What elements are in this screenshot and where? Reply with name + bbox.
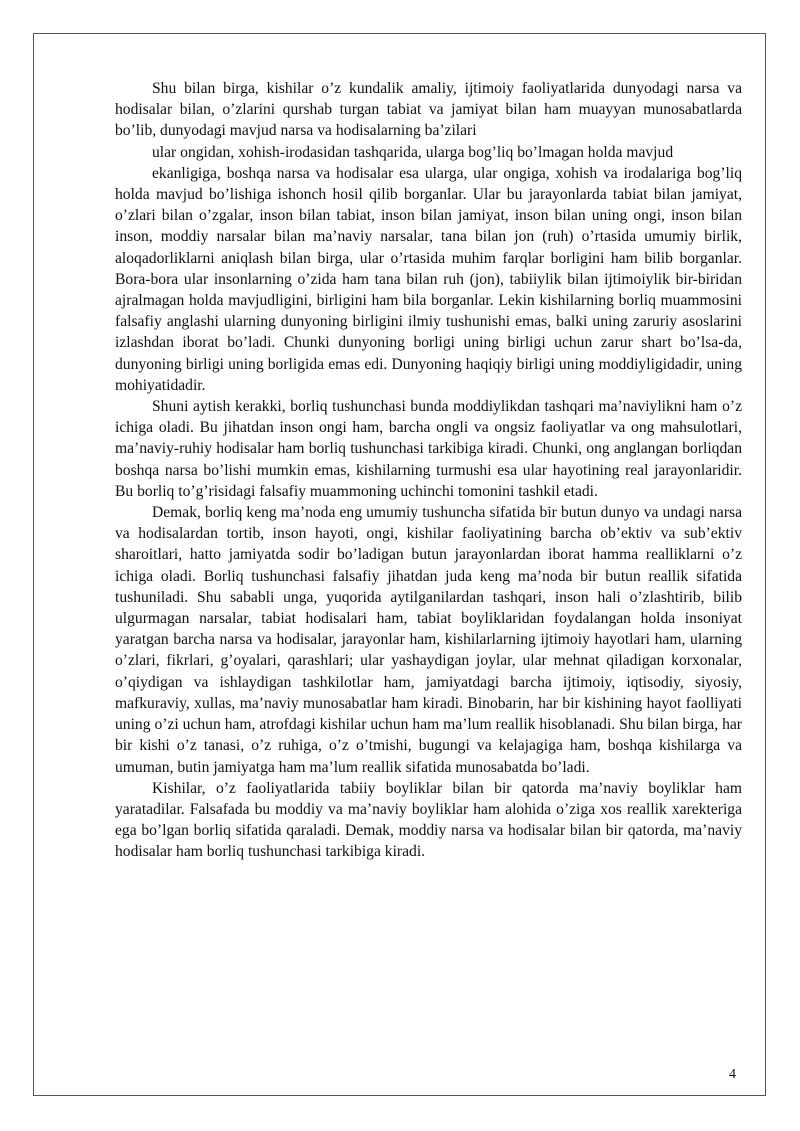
paragraph-3: ekanligiga, boshqa narsa va hodisalar esa ularga, ular ongiga, xohish va irodalariga bog’liq holda mavjud bo’lishiga ishonch hosil qilib borganlar. Ular bu jarayonlarda tabiat bilan jamiyat, o’zlari bilan o’zgalar, inson bilan tabiat, inson bilan jamiyat, inson bilan uning ongi, inson bilan inson, moddiy narsalar bilan ma’naviy narsalar, tana bilan jon (ruh) o’rtasida umumiy birlik, aloqadorliklarni aniqlash bilan birga, ular o’rtasida muhim farqlar borligini ham bilib borganlar. Bora-bora ular insonlarning o’zida ham tana bilan ruh (jon), tabiiylik bilan ijtimoiylik bir-biridan ajralmagan holda mavjudligini, birligini ham bila borganlar. Lekin kishilarning borliq muammosini falsafiy anglashi ularning dunyoning birligini ilmiy tushunishi emas, balki uning zaruriy asoslarini izlashdan iborat bo’ladi. Chunki dunyoning borligi uning birligi uchun zarur shart bo’lsa-da, dunyoning birligi uning borligida emas edi. Dunyoning haqiqiy birligi uning moddiyligidadir, uning mohiyatidadir. [115, 164, 742, 394]
paragraph-5: Demak, borliq keng ma’noda eng umumiy tushuncha sifatida bir butun dunyo va undagi narsa va hodisalardan tortib, inson hayoti, ongi, kishilar faoliyatining barcha ob’ektiv va sub’ektiv sharoitlari, hatto jamiyatda sodir bo’ladigan butun jarayonlardan iborat hamma realliklarni o’z ichiga oladi. Borliq tushunchasi falsafiy jihatdan juda keng ma’noda bir butun reallik sifatida tushuniladi. Shu sababli unga, yuqorida aytilganilardan tashqari, inson hali o’zlashtirib, bilib ulgurmagan narsalar, tabiat hodisalari ham, tabiat boyliklaridan foydalangan holda insoniyat yaratgan barcha narsa va hodisalar, jarayonlar ham, kishilarlarning ijtimoiy hayotlari ham, ularning o’zlari, fikrlari, g’oyalari, qarashlari; ular yashaydigan joylar, ular mehnat qiladigan korxonalar, o’qiydigan va ishlaydigan tashkilotlar ham, jamiyatdagi barcha ijtimoiy, iqtisodiy, siyosiy, mafkuraviy, xullas, ma’naviy munosabatlar ham kiradi. Binobarin, har bir kishining hayot faolliyati uning o’zi uchun ham, atrofdagi kishilar uchun ham ma’lum reallik hisoblanadi. Shu bilan birga, har bir kishi o’z tanasi, o’z ruhiga, o’z o’tmishi, bugungi va kelajagiga ham, boshqa kishilarga va umuman, butin jamiyatga ham ma’lum reallik sifatida munosabatda bo’ladi. [115, 504, 742, 776]
page-body [115, 78, 742, 863]
paragraph-2: ular ongidan, xohish-irodasidan tashqarida, ularga bog’liq bo’lmagan holda mavjud [152, 143, 674, 161]
paragraph-4: Shuni aytish kerakki, borliq tushunchasi bunda moddiylikdan tashqari ma’naviylikni ham o’z ichiga oladi. Bu jihatdan inson ongi ham, barcha ongli va ongsiz faoliyatlar va ong mahsulotlari, ma’naviy-ruhiy hodisalar ham borliq tushunchasi tarkibiga kiradi. Chunki, ong anglangan borliqdan boshqa narsa bo’lishi mumkin emas, kishilarning turmushi esa ular hayotining real jarayonlaridir. Bu borliq to’g’risidagi falsafiy muammoning uchinchi tomonini tashkil etadi. [115, 398, 742, 500]
paragraph-1: Shu bilan birga, kishilar o’z kundalik amaliy, ijtimoiy faoliyatlarida dunyodagi narsa va hodisalar bilan, o’zlarini qurshab turgan tabiat va jamiyat bilan ham muayyan munosabatlarda bo’lib, dunyodagi mavjud narsa va hodisalarning ba’zilari [115, 80, 742, 140]
paragraph-6: Kishilar, o’z faoliyatlarida tabiiy boyliklar bilan bir qatorda ma’naviy boyliklar ham yaratadilar. Falsafada bu moddiy va ma’naviy boyliklar ham alohida o’ziga xos reallik xarekteriga ega bo’lgan borliq sifatida qaraladi. Demak, moddiy narsa va hodisalar bilan bir qatorda, ma’naviy hodisalar ham borliq tushunchasi tarkibiga kiradi. [115, 779, 742, 861]
page-number: 4 [729, 1067, 736, 1082]
